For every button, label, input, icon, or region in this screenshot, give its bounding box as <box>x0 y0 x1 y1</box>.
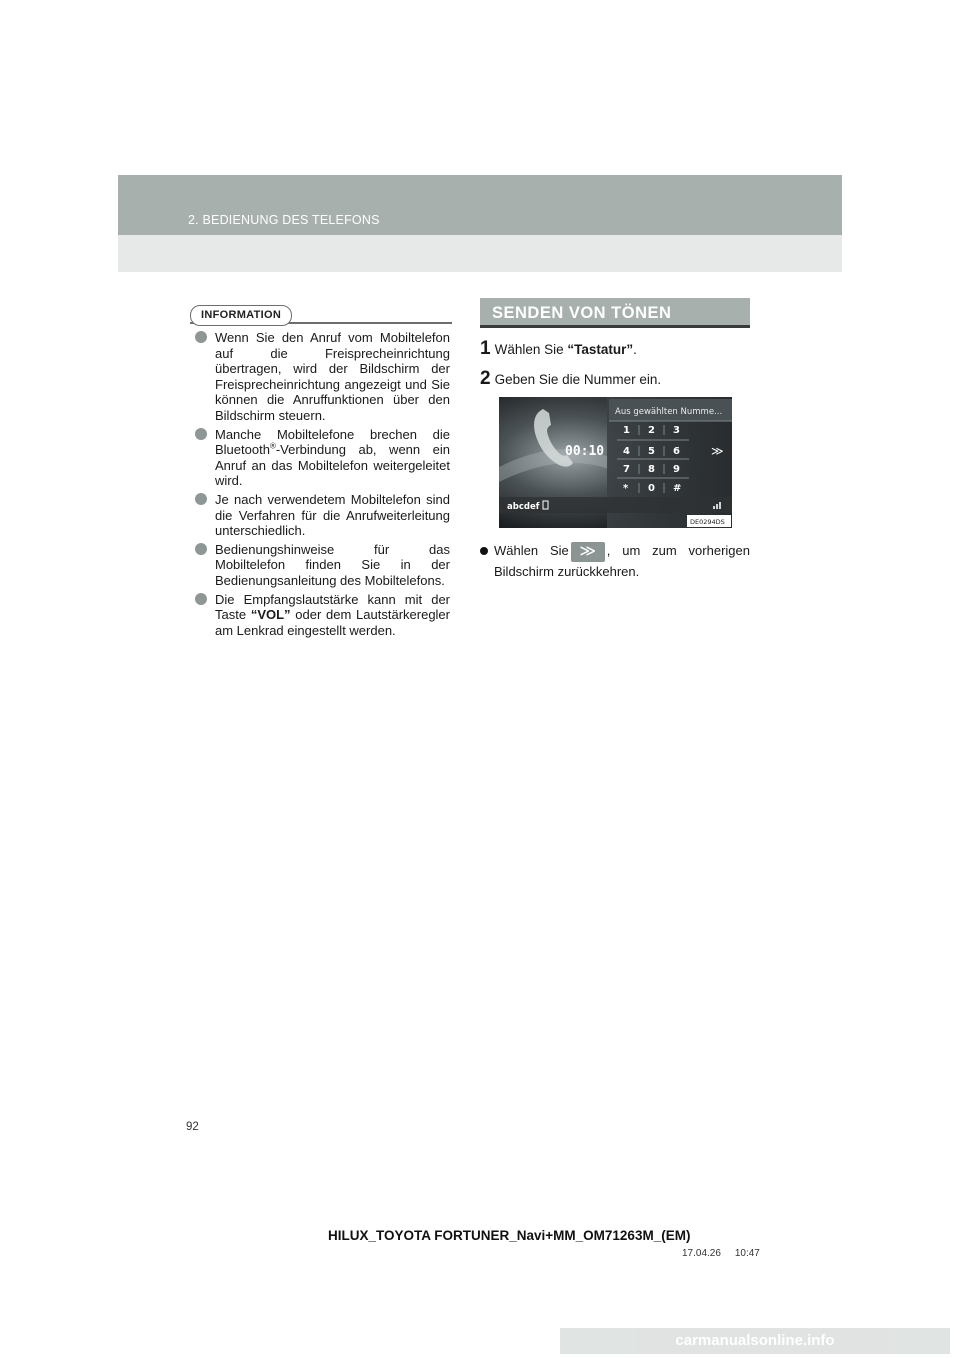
key-7[interactable]: 7 <box>623 464 630 475</box>
call-timer: 00:10 <box>565 444 605 459</box>
abc-button[interactable]: abcdef <box>507 502 540 512</box>
key-8[interactable]: 8 <box>648 464 655 475</box>
section-heading: SENDEN VON TÖNEN <box>480 298 750 328</box>
info-item: Manche Mobiltelefone brechen die Bluetooth®-Verbindung ab, wenn ein Anruf an das Mobiltelefon weitergeleitet wird. <box>195 427 450 489</box>
key-9[interactable]: 9 <box>673 464 680 475</box>
bullet-icon <box>195 543 207 555</box>
key-0[interactable]: 0 <box>648 483 655 494</box>
bullet-icon <box>195 331 207 343</box>
back-button[interactable]: ≫ <box>711 444 724 458</box>
key-6[interactable]: 6 <box>673 446 680 457</box>
information-list <box>195 330 450 641</box>
information-label: INFORMATION <box>190 305 292 326</box>
bullet-icon <box>480 547 488 555</box>
image-code: DE0294DS <box>690 518 725 526</box>
bullet-icon <box>195 493 207 505</box>
info-item: Die Empfangslautstärke kann mit der Taste “VOL” oder dem Lautstärkeregler am Lenkrad eingestellt werden. <box>195 592 450 639</box>
key-star[interactable]: * <box>623 483 629 494</box>
number-field: Aus gewählten Numme... <box>615 407 723 417</box>
key-5[interactable]: 5 <box>648 446 655 457</box>
keypad-screenshot <box>499 397 732 528</box>
key-3[interactable]: 3 <box>673 425 680 436</box>
info-item: Je nach verwendetem Mobiltelefon sind die Verfahren für die Anrufweiterleitung unterschiedlich. <box>195 492 450 539</box>
info-item: Bedienungshinweise für das Mobiltelefon finden Sie in der Bedienungsanleitung des Mobiltelefons. <box>195 542 450 589</box>
section-title: 2. BEDIENUNG DES TELEFONS <box>188 213 380 227</box>
key-1[interactable]: 1 <box>623 425 630 436</box>
note: Wählen Sie ≫ , um zum vorherigen Bildschirm zurückkehren. <box>480 541 750 582</box>
step-1: 1 Wählen Sie “Tastatur”. <box>480 338 637 359</box>
bullet-icon <box>195 593 207 605</box>
key-4[interactable]: 4 <box>623 446 630 457</box>
footer-model: HILUX_TOYOTA FORTUNER_Navi+MM_OM71263M_(EM) <box>328 1228 691 1243</box>
key-hash[interactable]: # <box>673 483 682 494</box>
header-subband <box>118 235 842 272</box>
step-2: 2 Geben Sie die Nummer ein. <box>480 368 662 389</box>
back-arrow-icon: ≫ <box>571 542 605 562</box>
info-item: Wenn Sie den Anruf vom Mobiltelefon auf die Freisprecheinrichtung übertragen, wird der Bildschirm der Freisprecheinrichtung angezeigt und Sie können die Anruffunktionen über den Bildschirm steuern. <box>195 330 450 424</box>
keypad-screen-art <box>499 397 732 528</box>
key-2[interactable]: 2 <box>648 425 655 436</box>
footer-date: 17.04.26 10:47 <box>682 1248 760 1259</box>
page-number: 92 <box>186 1121 199 1133</box>
bullet-icon <box>195 428 207 440</box>
watermark: carmanualsonline.info <box>560 1328 950 1354</box>
